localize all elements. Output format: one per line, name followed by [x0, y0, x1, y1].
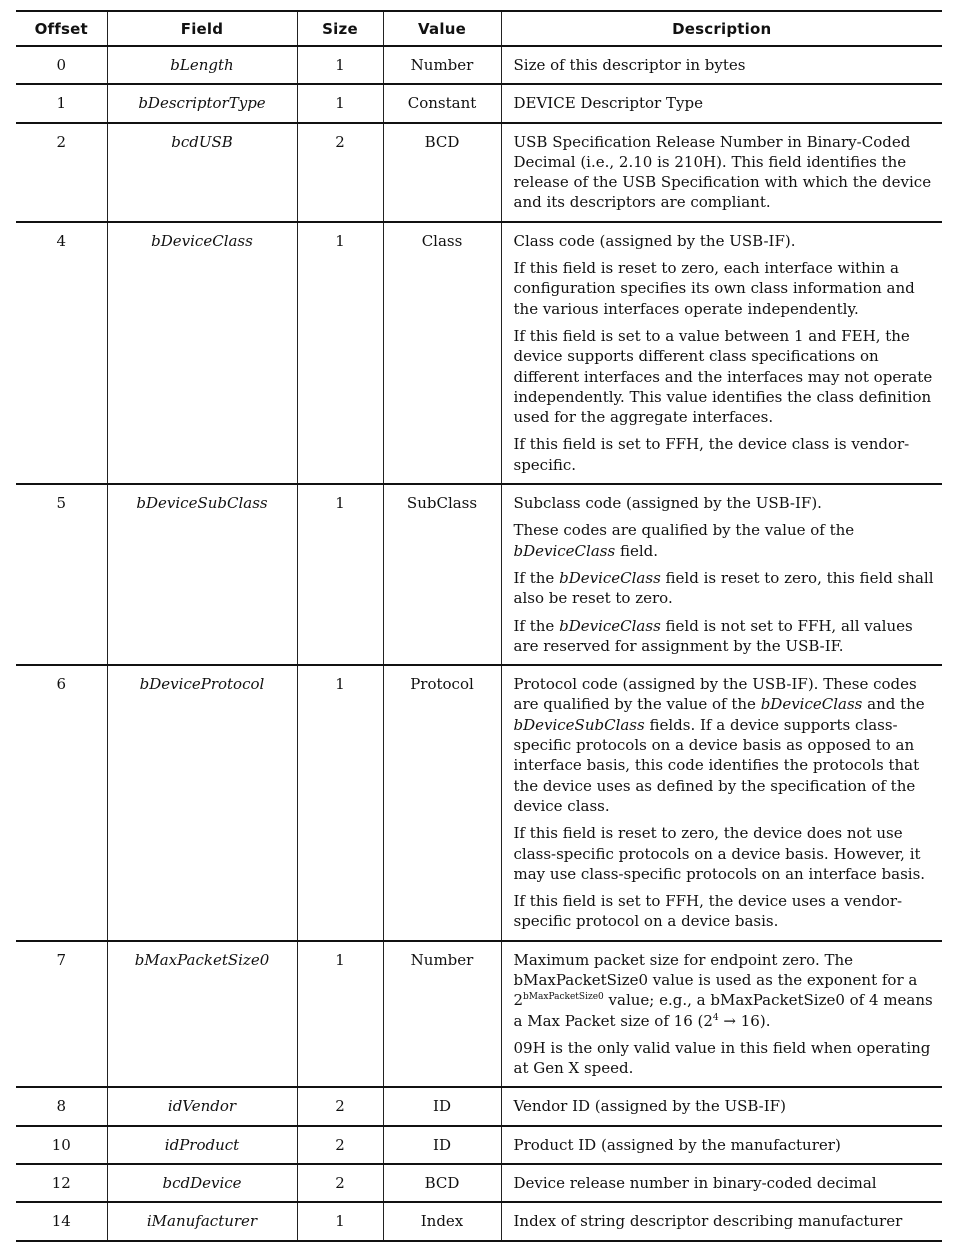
description-paragraph	[514, 950, 935, 1031]
cell-size: 2	[297, 123, 383, 222]
cell-size: 1	[297, 46, 383, 84]
text-run: → 16).	[718, 1011, 771, 1030]
cell-offset: 1	[16, 84, 107, 122]
cell-value: Number	[383, 46, 501, 84]
description-paragraph: DEVICE Descriptor Type	[513, 94, 703, 113]
cell-description	[501, 1126, 942, 1164]
cell-description	[501, 222, 942, 484]
description-paragraph: If this field is set to a value between 1 and FEH, the device supports different class specifications on different interfaces and the interfaces may not operate independently. This value identifies the class definition used for the aggregate interfaces.	[513, 326, 933, 427]
cell-value: ID	[383, 1087, 501, 1125]
cell-offset: 8	[16, 1087, 107, 1125]
cell-field: bLength	[107, 46, 297, 84]
description-paragraph	[514, 674, 935, 816]
description-paragraph: Device release number in binary-coded decimal	[513, 1174, 877, 1193]
cell-value: ID	[383, 1126, 501, 1164]
cell-offset: 4	[16, 222, 107, 484]
description-paragraph: Product ID (assigned by the manufacturer)	[513, 1135, 841, 1154]
cell-field: bDescriptorType	[107, 84, 297, 122]
table-row	[16, 1202, 942, 1240]
field-reference: bDeviceClass	[559, 568, 661, 587]
cell-description	[501, 941, 942, 1088]
text-run: and the	[862, 695, 925, 714]
description-paragraph: Index of string descriptor describing manufacturer	[513, 1212, 903, 1231]
table-row	[16, 84, 942, 122]
cell-field: bcdDevice	[107, 1164, 297, 1202]
cell-field: bMaxPacketSize0	[107, 941, 297, 1088]
description-paragraph: 09H is the only valid value in this field when operating at Gen X speed.	[513, 1038, 931, 1078]
cell-size: 1	[297, 665, 383, 941]
table-row	[16, 1126, 942, 1164]
cell-description	[501, 46, 942, 84]
description-paragraph: If this field is reset to zero, the device does not use class-specific protocols on a device basis. However, it may use class-specific protocols on an interface basis.	[513, 824, 926, 883]
description-paragraph: Vendor ID (assigned by the USB-IF)	[513, 1097, 786, 1116]
header-field: Field	[107, 11, 297, 46]
table-row	[16, 222, 942, 484]
cell-size: 2	[297, 1126, 383, 1164]
cell-value: BCD	[383, 1164, 501, 1202]
cell-field: idProduct	[107, 1126, 297, 1164]
cell-size: 1	[297, 941, 383, 1088]
header-description: Description	[501, 11, 942, 46]
field-reference: bDeviceClass	[513, 541, 616, 560]
cell-value: Number	[383, 941, 501, 1088]
cell-description	[501, 484, 942, 665]
description-paragraph	[514, 520, 935, 561]
table-row	[16, 941, 942, 1088]
cell-offset: 2	[16, 123, 107, 222]
cell-value: Class	[383, 222, 501, 484]
cell-offset: 12	[16, 1164, 107, 1202]
cell-value: BCD	[383, 123, 501, 222]
cell-field: iManufacturer	[107, 1202, 297, 1240]
text-run: field is not set to FFH, all values are reserved for assignment by the USB-IF.	[513, 616, 913, 655]
table-row	[16, 1087, 942, 1125]
description-paragraph	[514, 568, 935, 609]
table-row	[16, 665, 942, 941]
text-run: Maximum packet size for endpoint zero. The bMaxPacketSize0 value is used as the exponent for a 2	[513, 950, 918, 1010]
cell-size: 1	[297, 1202, 383, 1240]
cell-size: 1	[297, 484, 383, 665]
description-paragraph: Class code (assigned by the USB-IF).	[513, 231, 796, 250]
cell-size: 2	[297, 1164, 383, 1202]
text-run: fields. If a device supports class-specific protocols on a device basis as opposed to an interface basis, this code identifies the protocols that the device uses as defined by the specification of the device class.	[513, 715, 920, 815]
table-header-row	[16, 11, 942, 46]
table-row	[16, 123, 942, 222]
cell-description	[501, 1164, 942, 1202]
description-paragraph	[514, 616, 935, 657]
table-row	[16, 484, 942, 665]
text-run: Protocol code (assigned by the USB-IF). These codes are qualified by the value of the	[513, 675, 917, 714]
cell-description	[501, 1087, 942, 1125]
cell-field: bDeviceClass	[107, 222, 297, 484]
text-run: value; e.g., a bMaxPacketSize0 of 4 means a Max Packet size of 16 (2	[513, 991, 933, 1030]
cell-description	[501, 123, 942, 222]
text-run: If the	[513, 568, 560, 587]
description-paragraph: USB Specification Release Number in Binary-Coded Decimal (i.e., 2.10 is 210H). This field identifies the release of the USB Specification with which the device and its descriptors are compliant.	[513, 132, 932, 212]
description-paragraph: Size of this descriptor in bytes	[513, 56, 746, 74]
superscript: 4	[712, 1012, 719, 1023]
cell-size: 2	[297, 1087, 383, 1125]
cell-field: bcdUSB	[107, 123, 297, 222]
table-row	[16, 46, 942, 84]
cell-description	[501, 665, 942, 941]
header-value: Value	[383, 11, 501, 46]
field-reference: bDeviceClass	[559, 616, 661, 635]
cell-size: 1	[297, 222, 383, 484]
cell-value: Index	[383, 1202, 501, 1240]
superscript: bMaxPacketSize0	[523, 992, 604, 1003]
cell-value: Constant	[383, 84, 501, 122]
cell-size: 1	[297, 84, 383, 122]
cell-offset: 0	[16, 46, 107, 84]
cell-field: bDeviceSubClass	[107, 484, 297, 665]
description-paragraph: If this field is set to FFH, the device class is vendor-specific.	[513, 435, 910, 474]
header-size: Size	[297, 11, 383, 46]
field-reference: bDeviceClass	[760, 695, 863, 714]
cell-offset: 14	[16, 1202, 107, 1240]
text-run: field is reset to zero, this field shall also be reset to zero.	[513, 568, 934, 608]
cell-offset: 7	[16, 941, 107, 1088]
description-paragraph: Subclass code (assigned by the USB-IF).	[513, 494, 822, 513]
description-paragraph: If this field is reset to zero, each interface within a configuration specifies its own class information and the various interfaces operate independently.	[513, 259, 915, 318]
cell-description	[501, 84, 942, 122]
cell-offset: 5	[16, 484, 107, 665]
cell-value: Protocol	[383, 665, 501, 941]
text-run: field.	[615, 541, 658, 560]
description-paragraph: If this field is set to FFH, the device uses a vendor-specific protocol on a device basis.	[513, 892, 903, 931]
cell-field: bDeviceProtocol	[107, 665, 297, 941]
cell-description	[501, 1202, 942, 1240]
device-descriptor-table	[16, 10, 942, 1242]
header-offset: Offset	[16, 11, 107, 46]
cell-offset: 10	[16, 1126, 107, 1164]
cell-offset: 6	[16, 665, 107, 941]
field-reference: bDeviceSubClass	[513, 715, 645, 734]
cell-value: SubClass	[383, 484, 501, 665]
text-run: If the	[513, 616, 560, 635]
table-row	[16, 1164, 942, 1202]
cell-field: idVendor	[107, 1087, 297, 1125]
text-run: These codes are qualified by the value of the	[513, 521, 855, 540]
